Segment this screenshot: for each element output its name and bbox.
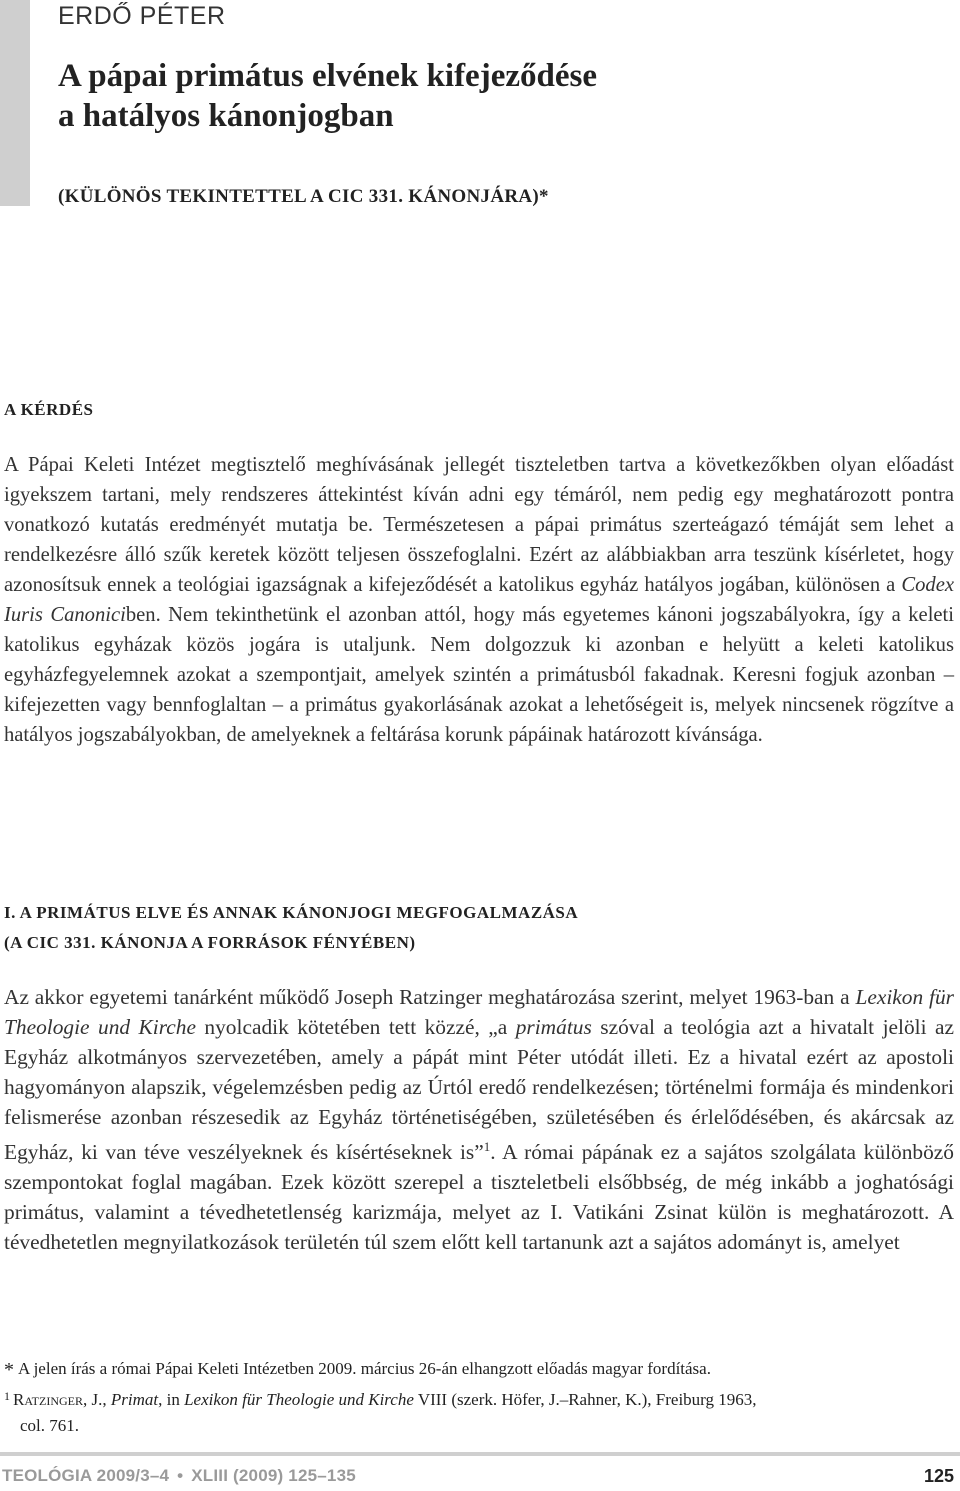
paragraph-primacy: [4, 982, 954, 1257]
page-number: 125: [923, 1466, 954, 1486]
margin-gray-bar: [0, 0, 30, 206]
article-subtitle: (KÜLÖNÖS TEKINTETTEL A CIC 331. KÁNONJÁRA)*: [58, 186, 549, 207]
paragraph-intro-part-1: A Pápai Keleti Intézet megtisztelő meghívásának jellegét tiszteletben tartva a következőkben olyan előadást igyekszem tartani, mely rendszeres áttekintést kíván adni egy témáról, nem pedig egy meghatározott pontra vonatkozó kutatás eredményét mutatja be. Természetesen a pápai primátus szerteágazó témáját sem lehet a rendelkezésre álló szűk keretek között teljesen összefoglalni. Ezért az alábbiakban arra teszünk kísérletet, hogy azonosítsuk ennek a teológiai igazságnak a kifejeződését a katolikus egyház hatályos jogában, különösen a: [4, 454, 954, 596]
footnote-1-rest: VIII (szerk. Höfer, J.–Rahner, K.), Freiburg 1963,: [413, 1390, 757, 1409]
journal-citation: [2, 1466, 356, 1486]
title-line-1: A pápai primátus elvének kifejeződése: [58, 58, 597, 94]
footnote-1-in: , in: [158, 1390, 185, 1409]
lexikon-title: Lexikon für Theologie und Kirche: [4, 985, 954, 1039]
footnote-star-mark: *: [4, 1359, 14, 1381]
section-heading-primacy: [4, 898, 578, 958]
section-heading-primacy-line-2: (A CIC 331. KÁNONJA A FORRÁSOK FÉNYÉBEN): [4, 933, 416, 952]
footnote-1-col: col. 761.: [20, 1416, 80, 1435]
paragraph-primacy-part-1: Az akkor egyetemi tanárként működő Joseph Ratzinger meghatározása szerint, melyet 1963-ban a: [4, 985, 856, 1009]
paragraph-intro-part-2: ben. Nem tekinthetünk el azonban attól, hogy más egyetemes kánoni jogszabályokra, így a keleti katolikus egyházak közös jogára is utaljunk. Nem dolgozzuk ki azonban e helyütt a keleti katolikus egyházfegyelemnek azokat a szempontjait, amelyek szintén a primátusból fakadnak. Keresni fogjuk azonban – kifejezetten vagy bennfoglaltan – a primátus gyakorlásának azokat a lehetőségeit is, melyek nincsenek rögzítve a hatályos jogszabályokban, de amelyeknek a feltárása korunk pápáinak határozott kívánsága.: [4, 604, 955, 746]
footnote-1: [4, 1383, 954, 1439]
article-title: [58, 56, 597, 136]
footer-bullet: •: [177, 1466, 184, 1485]
paragraph-primacy-part-2: nyolcadik kötetében tett közzé, „a: [195, 1015, 516, 1039]
section-heading-primacy-line-1: I. A PRIMÁTUS ELVE ÉS ANNAK KÁNONJOGI MEGFOGALMAZÁSA: [4, 903, 579, 922]
footnote-1-title: Primat: [110, 1390, 159, 1409]
footnote-1-author: Ratzinger, J.: [13, 1390, 103, 1409]
journal-issue: TEOLÓGIA 2009/3–4: [2, 1466, 170, 1485]
footnote-1-sep: ,: [102, 1390, 111, 1409]
footnote-1-lexikon: Lexikon für Theologie und Kirche: [184, 1390, 414, 1409]
title-line-2: a hatályos kánonjogban: [58, 98, 394, 134]
footnote-star-text: A jelen írás a római Pápai Keleti Intézetben 2009. március 26-án elhangzott előadás magyar fordítása.: [18, 1359, 711, 1378]
footnote-ref-1[interactable]: 1: [483, 1139, 491, 1154]
codex-title: Codex Iuris Canonici: [4, 574, 954, 626]
footer-divider: [0, 1452, 960, 1456]
primatus-term: primátus: [515, 1015, 592, 1039]
journal-volume-pages: XLIII (2009) 125–135: [191, 1466, 356, 1485]
footnote-star: [4, 1356, 954, 1383]
paragraph-primacy-part-3: szóval a teológia azt a hivatalt jelöli az Egyház alkotmányos szervezetében, amely a pápát mint Péter utódát illeti. Ez a hivatal ezért az apostoli hagyományon alapszik, végelemzésben pedig az Úrtól eredő rendelkezésen; történelmi formája és mindenkori felismerése azonban részesedik az Egyház történetiségében, születésében és érlelődésében, és akárcsak az Egyház, ki van téve veszélyeknek és kísértéseknek is”: [4, 1015, 954, 1165]
section-heading-question: A KÉRDÉS: [4, 400, 94, 419]
footnote-1-mark: 1: [4, 1389, 10, 1403]
paragraph-primacy-part-4: . A római pápának ez a sajátos szolgálata különböző szempontokat foglal magában. Ezek között szerepel a tiszteletbeli elsőbbség, de még inkább a joghatósági primátus, valamint a tévedhetetlenség karizmája, melyet az I. Vatikáni Zsinat külön is meghatározott. A tévedhetetlen megnyilatkozások területén túl szem előtt kell tartanunk azt a sajátos adományt is, amelyet: [4, 1140, 954, 1255]
paragraph-intro: [4, 450, 954, 750]
footnotes: [4, 1356, 954, 1439]
author-name: ERDŐ PÉTER: [58, 2, 226, 30]
